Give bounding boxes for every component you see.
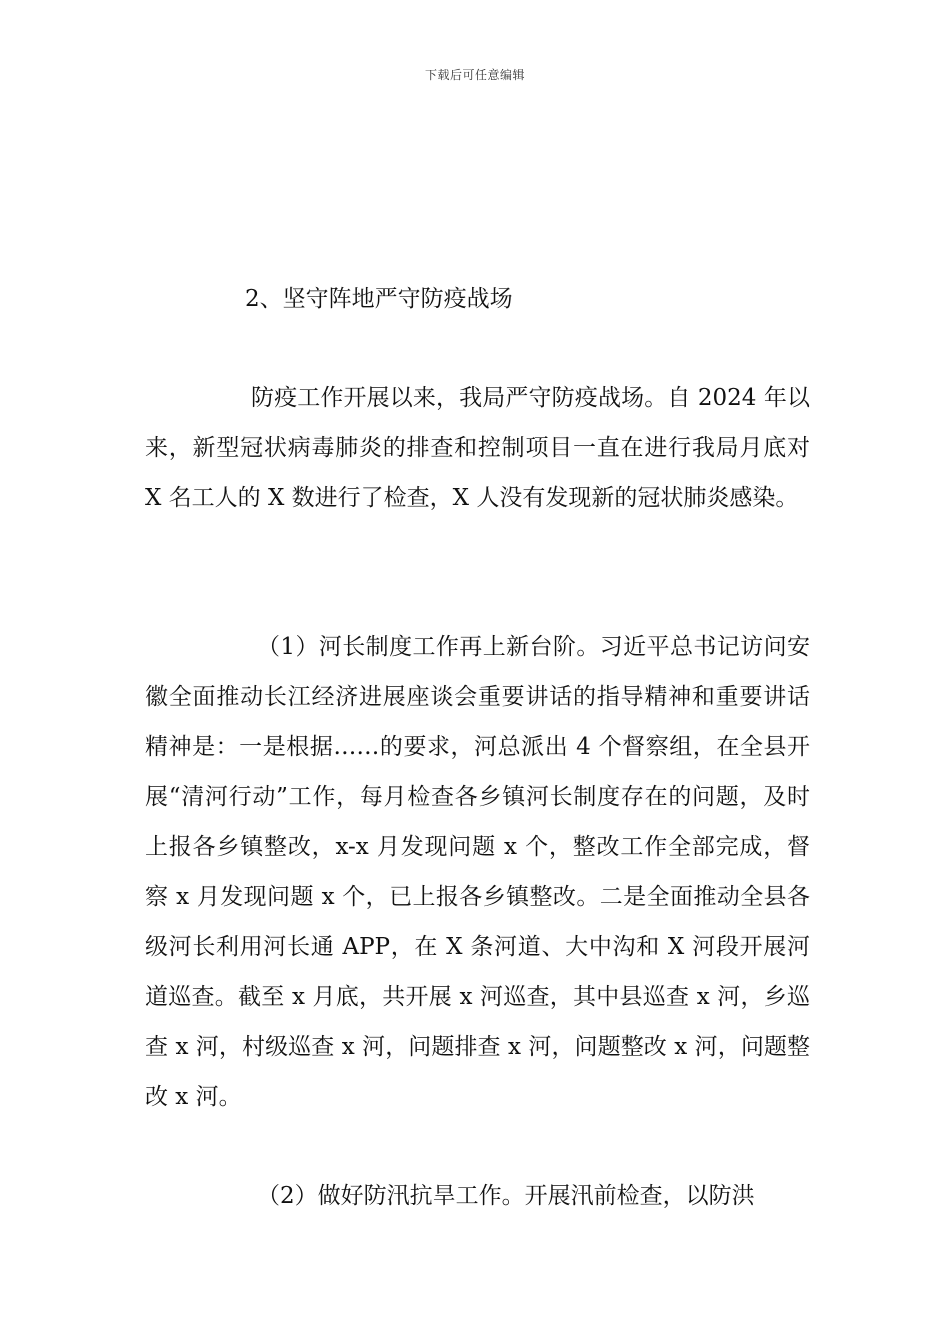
paragraph-flood-control: （2）做好防汛抗旱工作。开展汛前检查，以防洪 xyxy=(257,1183,755,1209)
page-header-note: 下载后可任意编辑 xyxy=(424,68,525,82)
section-heading: 2、坚守阵地严守防疫战场 xyxy=(245,286,513,312)
paragraph-epidemic-prevention: 防疫工作开展以来，我局严守防疫战场。自 2024 年以来，新型冠状病毒肺炎的排查和控制项目一直在进行我局月底对 X 名工人的 X 数进行了检查，X 人没有发现新的冠状肺炎感染。 xyxy=(145,385,810,511)
paragraph-river-chief-system: （1）河长制度工作再上新台阶。习近平总书记访问安徽全面推动长江经济进展座谈会重要讲话的指导精神和重要讲话精神是：一是根据……的要求，河总派出 4 个督察组，在全县开展“清河行动”工作，每月检查各乡镇河长制度存在的问题，及时上报各乡镇整改，x-x 月发现问题 x 个，整改工作全部完成，督察 x 月发现问题 x 个，已上报各乡镇整改。二是全面推动全县各级河长利用河长通 APP，在 X 条河道、大中沟和 X 河段开展河道巡查。截至 x 月底，共开展 x 河巡查，其中县巡查 x 河，乡巡查 x 河，村级巡查 x 河，问题排查 x 河，问题整改 x 河，问题整改 x 河。 xyxy=(145,634,810,1110)
